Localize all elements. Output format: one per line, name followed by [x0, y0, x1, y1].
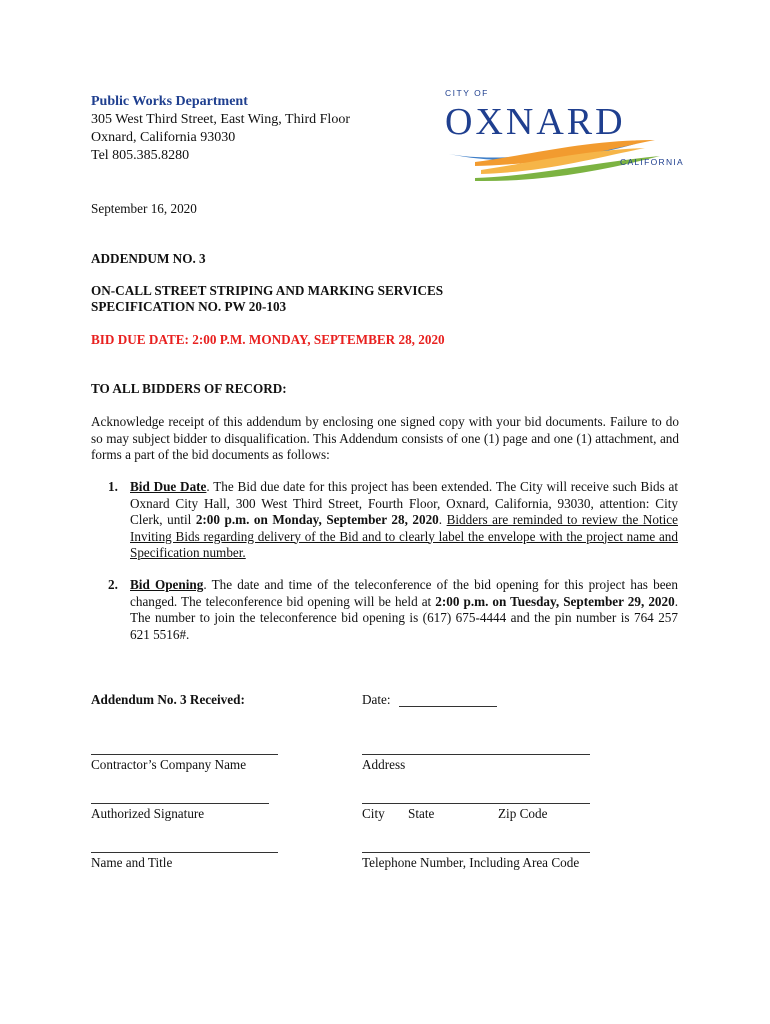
phone-number: Tel 805.385.8280: [91, 148, 190, 163]
item-1-reminder: Bidders are reminded to review the Notice Inviting Bids regarding delivery of the Bid and to clearly label the envelope with the project name and Specification number.: [130, 512, 678, 560]
letter-date: September 16, 2020: [91, 201, 197, 216]
item-1-number: 1.: [108, 479, 118, 494]
item-2-text: . The date and time of the teleconference of the bid opening for this project has been changed. The teleconference bid opening will be held at: [130, 577, 678, 609]
project-title: ON-CALL STREET STRIPING AND MARKING SERVICES: [91, 283, 444, 298]
to-bidders-heading: TO ALL BIDDERS OF RECORD:: [91, 381, 287, 396]
department-name: Public Works Department: [91, 94, 248, 109]
bid-due-date: BID DUE DATE: 2:00 P.M. MONDAY, SEPTEMBER 28, 2020: [91, 332, 445, 347]
department-header: [91, 93, 350, 165]
item-2-body: [130, 577, 678, 643]
city-state-zip-line[interactable]: [362, 803, 590, 804]
item-1-text-2: .: [438, 512, 447, 527]
item-1-heading: Bid Due Date: [130, 479, 207, 494]
item-1-body: [130, 479, 678, 562]
date-label: Date:: [362, 692, 391, 707]
telephone-label: Telephone Number, Including Area Code: [362, 855, 580, 870]
authorized-signature-line[interactable]: [91, 803, 269, 804]
logo-name: OXNARD: [445, 101, 626, 143]
city-label: City: [362, 806, 385, 821]
address-line-2: Oxnard, California 93030: [91, 130, 236, 145]
city-of-oxnard-logo: [445, 84, 695, 184]
item-1-text: . The Bid due date for this project has been extended. The City will receive such Bids at Oxnard City Hall, 300 West Third Street, Fourth Floor, Oxnard, California, 93030, attention: City Clerk, until: [130, 479, 679, 527]
item-2-heading: Bid Opening: [130, 577, 204, 592]
state-label: State: [408, 806, 435, 821]
address-line-1: 305 West Third Street, East Wing, Third Floor: [91, 112, 350, 127]
telephone-line[interactable]: [362, 852, 590, 853]
logo-state: CALIFORNIA: [620, 157, 685, 167]
item-2-number: 2.: [108, 577, 118, 592]
address-label: Address: [362, 757, 406, 772]
addendum-received-label: Addendum No. 3 Received:: [91, 692, 245, 707]
date-line[interactable]: [399, 706, 497, 707]
company-name-line[interactable]: [91, 754, 278, 755]
authorized-signature-label: Authorized Signature: [91, 806, 205, 821]
intro-paragraph: Acknowledge receipt of this addendum by enclosing one signed copy with your bid documents. Failure to do so may subject bidder to disqualification. This Addendum consists of one (1) page and one (1) attachment, and forms a part of the bid documents as follows:: [91, 414, 679, 462]
item-1-deadline: 2:00 p.m. on Monday, September 28, 2020: [195, 512, 439, 527]
zip-code-label: Zip Code: [498, 806, 548, 821]
address-line[interactable]: [362, 754, 590, 755]
addendum-title: ADDENDUM NO. 3: [91, 251, 206, 266]
logo-city-of: CITY OF: [445, 88, 489, 98]
item-2-text-2: . The number to join the teleconference bid opening is (617) 675-4444 and the pin number is 764 257 621 5516#.: [130, 593, 678, 642]
name-title-label: Name and Title: [91, 855, 173, 870]
name-title-line[interactable]: [91, 852, 278, 853]
specification-number: SPECIFICATION NO. PW 20-103: [91, 299, 287, 314]
company-name-label: Contractor’s Company Name: [91, 757, 247, 772]
item-2-opening-time: 2:00 p.m. on Tuesday, September 29, 2020: [435, 593, 675, 609]
